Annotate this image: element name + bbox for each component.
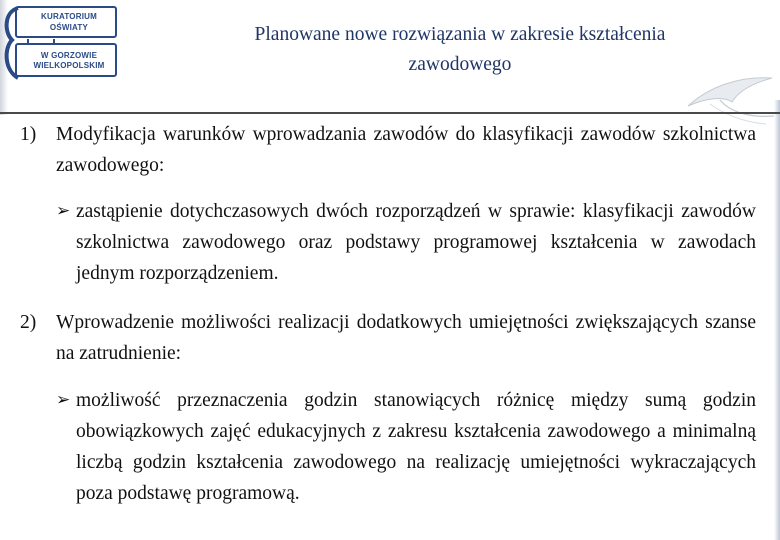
logo-line-3: W GORZOWIE — [40, 51, 98, 60]
item-2-text — [56, 307, 756, 369]
item-2-subpoint-text: możliwość przeznaczenia godzin stanowiących różnicę między sumą godzin obowiązkowych zajęć edukacyjnych z zakresu kształcenia zawodowego a minimalną liczbą godzin kształcenia zawodowego na realizację umiejętności wykraczających poza podstawę programową. — [76, 390, 756, 504]
item-1-subpoint-text: zastąpienie dotychczasowych dwóch rozporządzeń w sprawie: klasyfikacji zawodów szkolnictwa zawodowego oraz podstawy programowej kształcenia w zawodach jednym rozporządzeniem. — [76, 201, 756, 284]
arrow-bullet-icon: ➢ — [56, 201, 71, 221]
title-line-2: zawodowego — [408, 54, 512, 75]
logo-line-1: KURATORIUM — [41, 12, 97, 21]
kuratorium-logo — [2, 4, 124, 84]
title-line-1: Planowane nowe rozwiązania w zakresie kształcenia — [254, 24, 666, 45]
header-divider — [0, 112, 780, 114]
logo-line-2: OŚWIATY — [49, 23, 89, 32]
logo-line-4: WIELKOPOLSKIM — [33, 61, 105, 70]
item-2-subpoint — [76, 385, 756, 509]
slide-title — [160, 20, 760, 80]
item-1-subpoint — [76, 196, 756, 289]
item-1-text — [56, 119, 756, 181]
item-1-number: 1) — [20, 124, 37, 145]
item-1-label: Modyfikacja warunków wprowadzania zawodów do klasyfikacji zawodów szkolnictwa zawodowego: — [56, 124, 756, 176]
right-edge-shade — [774, 100, 780, 540]
arrow-bullet-icon: ➢ — [56, 390, 71, 410]
item-2-number: 2) — [20, 312, 37, 333]
bird-icon — [680, 66, 780, 126]
item-2-label: Wprowadzenie możliwości realizacji dodatkowych umiejętności zwiększających szanse na zatrudnienie: — [56, 312, 756, 364]
